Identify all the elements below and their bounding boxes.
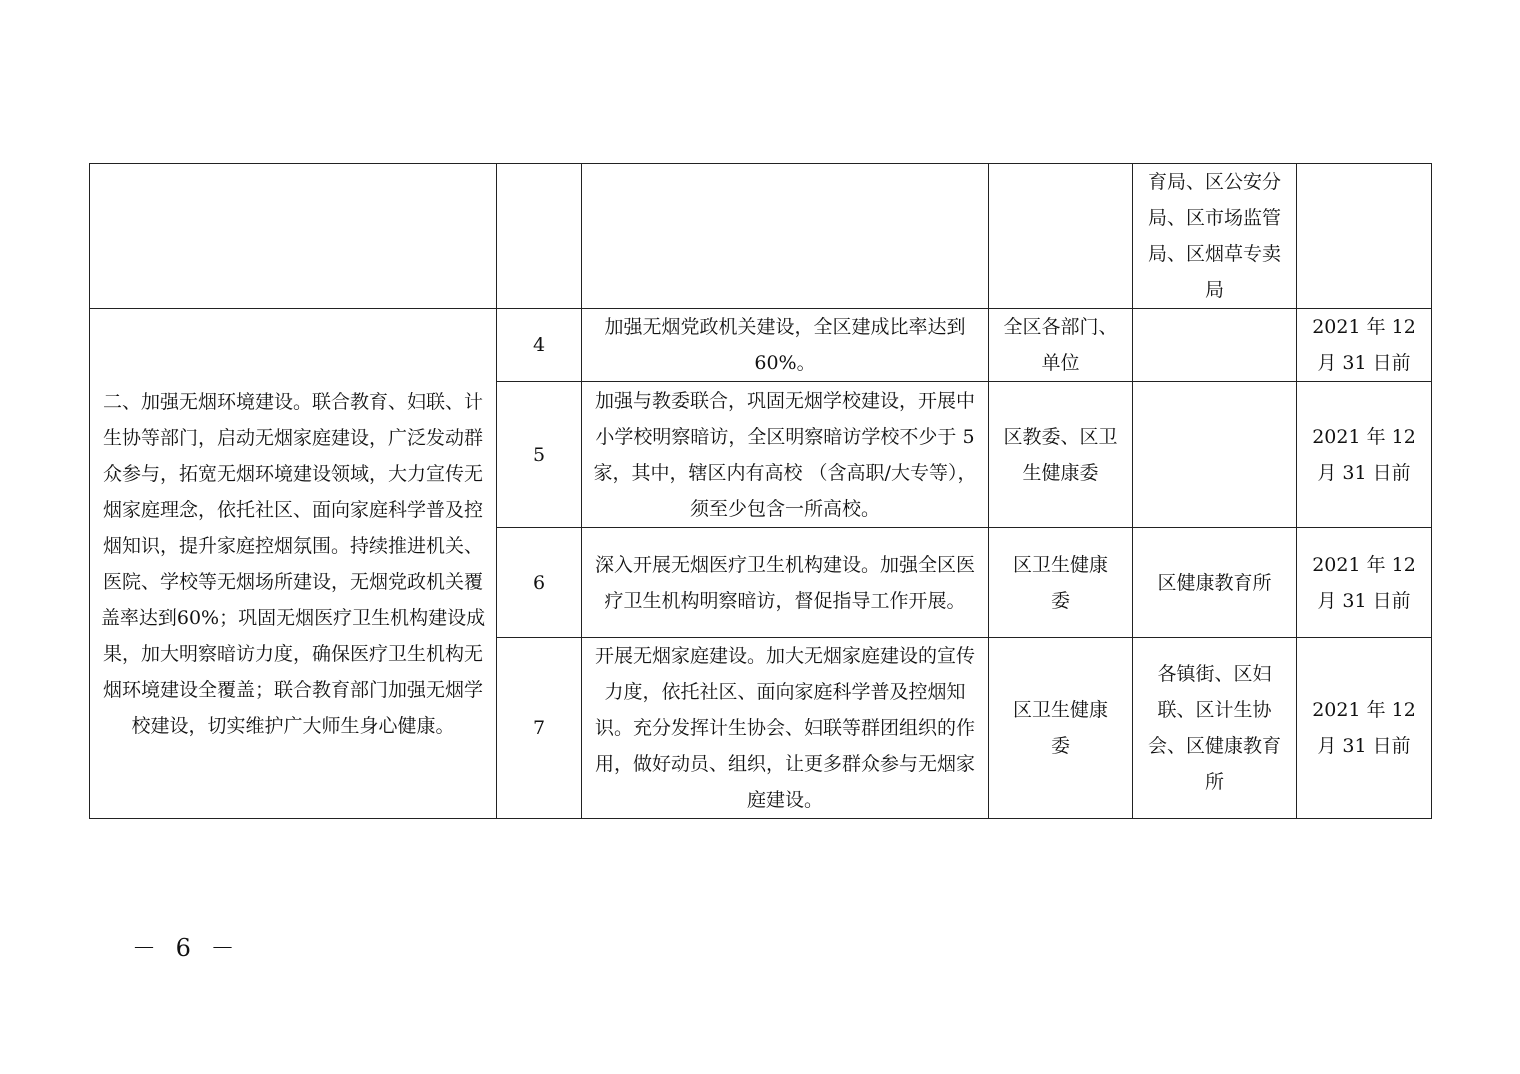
- deadline-cell: 2021 年 12 月 31 日前: [1297, 528, 1432, 638]
- partner-cell: 育局、区公安分 局、区市场监管 局、区烟草专卖 局: [1133, 164, 1297, 309]
- content-cell-empty: [582, 164, 989, 309]
- task-table: [89, 163, 1432, 819]
- row-number: 6: [497, 528, 582, 638]
- task-cell-empty: [90, 164, 497, 309]
- deadline-cell: 2021 年 12 月 31 日前: [1297, 382, 1432, 528]
- lead-unit-cell: 区教委、区卫 生健康委: [989, 382, 1133, 528]
- page-number: － 6 －: [132, 934, 241, 962]
- deadline-cell: 2021 年 12 月 31 日前: [1297, 309, 1432, 382]
- table-row: [90, 309, 1432, 382]
- content-cell: 加强无烟党政机关建设，全区建成比率达到 60%。: [582, 309, 989, 382]
- content-cell: 深入开展无烟医疗卫生机构建设。加强全区医疗卫生机构明察暗访，督促指导工作开展。: [582, 528, 989, 638]
- content-cell: 开展无烟家庭建设。加大无烟家庭建设的宣传力度，依托社区、面向家庭科学普及控烟知识。充分发挥计生协会、妇联等群团组织的作用，做好动员、组织，让更多群众参与无烟家庭建设。: [582, 638, 989, 819]
- table-row-continued: [90, 164, 1432, 309]
- deadline-cell-empty: [1297, 164, 1432, 309]
- lead-cell-empty: [989, 164, 1133, 309]
- lead-unit-cell: 全区各部门、 单位: [989, 309, 1133, 382]
- partner-cell: 各镇街、区妇 联、区计生协 会、区健康教育 所: [1133, 638, 1297, 819]
- content-cell: 加强与教委联合，巩固无烟学校建设，开展中小学校明察暗访，全区明察暗访学校不少于 5 家，其中，辖区内有高校 （含高职/大专等），须至少包含一所高校。: [582, 382, 989, 528]
- partner-cell: [1133, 309, 1297, 382]
- num-cell-empty: [497, 164, 582, 309]
- lead-unit-cell: 区卫生健康 委: [989, 528, 1133, 638]
- task-description-cell: 二、加强无烟环境建设。联合教育、妇联、计生协等部门，启动无烟家庭建设，广泛发动群众参与，拓宽无烟环境建设领域，大力宣传无烟家庭理念，依托社区、面向家庭科学普及控烟知识，提升家庭控烟氛围。持续推进机关、医院、学校等无烟场所建设，无烟党政机关覆盖率达到60%；巩固无烟医疗卫生机构建设成果，加大明察暗访力度，确保医疗卫生机构无烟环境建设全覆盖；联合教育部门加强无烟学校建设，切实维护广大师生身心健康。: [90, 309, 497, 819]
- deadline-cell: 2021 年 12 月 31 日前: [1297, 638, 1432, 819]
- partner-cell: 区健康教育所: [1133, 528, 1297, 638]
- row-number: 5: [497, 382, 582, 528]
- row-number: 4: [497, 309, 582, 382]
- partner-cell: [1133, 382, 1297, 528]
- row-number: 7: [497, 638, 582, 819]
- lead-unit-cell: 区卫生健康 委: [989, 638, 1133, 819]
